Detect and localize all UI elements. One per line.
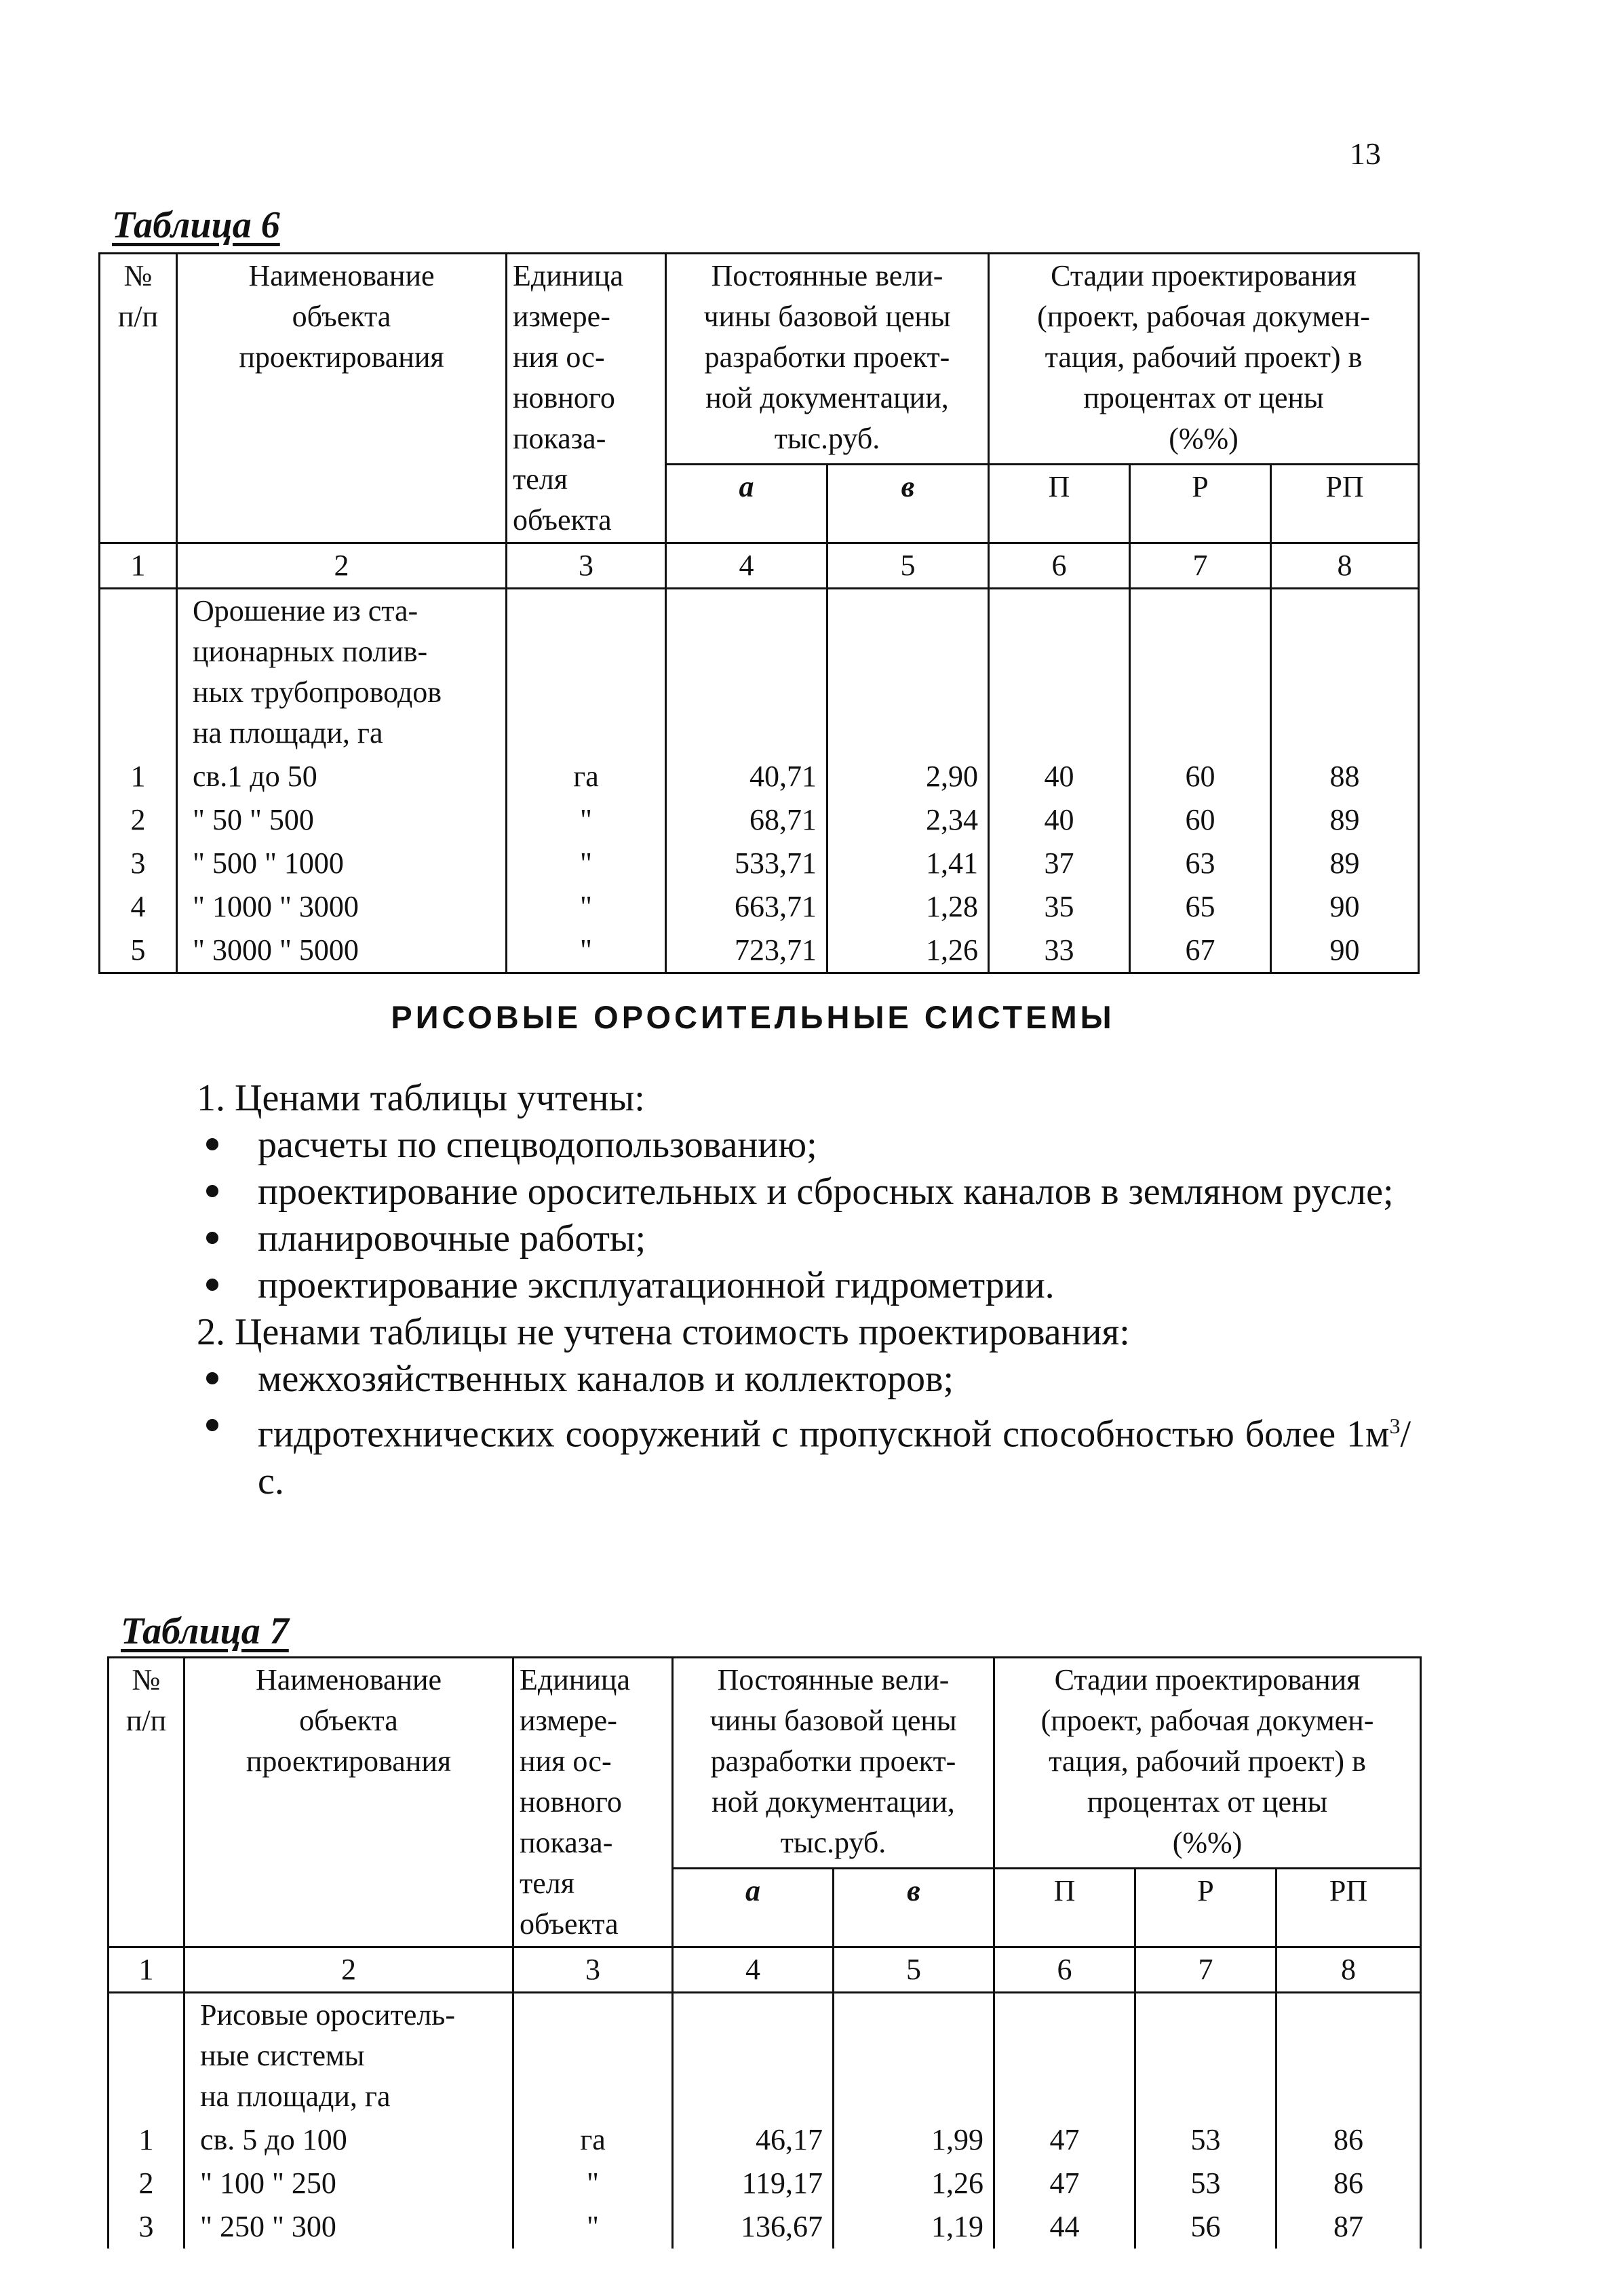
table6-header-name: Наименование объекта проектирования: [177, 254, 507, 543]
row-b: 1,28: [827, 885, 989, 929]
row-p: 37: [989, 842, 1130, 885]
row-name: " 250 " 300: [184, 2205, 513, 2249]
page-number: 13: [1350, 136, 1381, 171]
table6-header-r: Р: [1130, 465, 1271, 543]
row-unit: га: [507, 755, 666, 798]
table6-group-title-row: [100, 589, 1419, 756]
table7-numbering-row: [109, 1947, 1421, 1993]
row-b: 1,99: [834, 2118, 994, 2162]
table7-header-stages: Стадии проектирования (проект, рабочая докумен- тация, рабочий проект) в процентах от цены (%%): [994, 1658, 1421, 1869]
bullet-item: проектирование эксплуатационной гидрометрии.: [197, 1262, 1411, 1309]
bullet-item: проектирование оросительных и сбросных каналов в земляном русле;: [197, 1169, 1411, 1215]
row-a: 723,71: [666, 929, 827, 973]
row-a: 68,71: [666, 798, 827, 842]
table7-header-r: Р: [1135, 1869, 1277, 1947]
row-name: " 50 " 500: [177, 798, 507, 842]
row-r: 53: [1135, 2118, 1277, 2162]
table7-col-num: 1: [109, 1947, 184, 1993]
row-number: 1: [100, 755, 177, 798]
row-number: 1: [109, 2118, 184, 2162]
table6-header-base-price: Постоянные вели- чины базовой цены разработки проект- ной документации, тыс.руб.: [666, 254, 989, 465]
row-unit: ": [507, 929, 666, 973]
table6-group-title: Орошение из ста- ционарных полив- ных трубопроводов на площади, га: [177, 589, 507, 756]
table6-header-unit: Единица измере- ния ос- новного показа- теля объекта: [507, 254, 666, 543]
table6-col-num: 4: [666, 543, 827, 589]
table6-header-p: П: [989, 465, 1130, 543]
row-p: 40: [989, 798, 1130, 842]
row-b: 1,19: [834, 2205, 994, 2249]
table6-col-num: 5: [827, 543, 989, 589]
row-r: 67: [1130, 929, 1271, 973]
table7-header-name: Наименование объекта проектирования: [184, 1658, 513, 1947]
row-number: 2: [100, 798, 177, 842]
table-row: [109, 2118, 1421, 2162]
table6-header-number: № п/п: [100, 254, 177, 543]
note-item-1: 1. Ценами таблицы учтены:: [197, 1077, 645, 1119]
table-row: [109, 2205, 1421, 2249]
row-a: 533,71: [666, 842, 827, 885]
row-name: " 100 " 250: [184, 2162, 513, 2205]
bullet-item: планировочные работы;: [197, 1215, 1411, 1262]
row-rp: 86: [1277, 2118, 1421, 2162]
row-r: 63: [1130, 842, 1271, 885]
row-rp: 86: [1277, 2162, 1421, 2205]
row-p: 40: [989, 755, 1130, 798]
row-b: 2,90: [827, 755, 989, 798]
row-a: 119,17: [673, 2162, 834, 2205]
row-b: 1,26: [834, 2162, 994, 2205]
table6: [98, 252, 1420, 974]
table7-group-title: Рисовые ороситель- ные системы на площади, га: [184, 1993, 513, 2119]
row-p: 47: [994, 2162, 1135, 2205]
table7-col-num: 6: [994, 1947, 1135, 1993]
table-row: [100, 798, 1419, 842]
table-row: [100, 755, 1419, 798]
table7-col-num: 5: [834, 1947, 994, 1993]
table7-col-num: 2: [184, 1947, 513, 1993]
table-row: [100, 842, 1419, 885]
row-p: 47: [994, 2118, 1135, 2162]
bullet-icon: [206, 1372, 218, 1384]
row-number: 3: [109, 2205, 184, 2249]
section-title: РИСОВЫЕ ОРОСИТЕЛЬНЫЕ СИСТЕМЫ: [391, 999, 1115, 1035]
table6-col-num: 6: [989, 543, 1130, 589]
table6-col-num: 3: [507, 543, 666, 589]
row-a: 663,71: [666, 885, 827, 929]
row-unit: ": [507, 842, 666, 885]
row-unit: ": [513, 2205, 673, 2249]
table7-header-a: а: [673, 1869, 834, 1947]
table6-col-num: 7: [1130, 543, 1271, 589]
row-r: 60: [1130, 798, 1271, 842]
row-b: 2,34: [827, 798, 989, 842]
table6-caption: Таблица 6: [112, 204, 280, 246]
row-rp: 88: [1271, 755, 1419, 798]
row-a: 46,17: [673, 2118, 834, 2162]
row-r: 53: [1135, 2162, 1277, 2205]
row-r: 65: [1130, 885, 1271, 929]
table7-col-num: 3: [513, 1947, 673, 1993]
row-name: св.1 до 50: [177, 755, 507, 798]
table7-header-base-price: Постоянные вели- чины базовой цены разработки проект- ной документации, тыс.руб.: [673, 1658, 994, 1869]
bullet-item: гидротехнических сооружений с пропускной способностью более $1м^3/с$.: [197, 1403, 1411, 1505]
row-number: 2: [109, 2162, 184, 2205]
table7-header-b: в: [834, 1869, 994, 1947]
notes-block: [197, 1075, 1411, 1505]
row-unit: ": [507, 798, 666, 842]
table6-header-rp: РП: [1271, 465, 1419, 543]
row-r: 56: [1135, 2205, 1277, 2249]
row-unit: ": [513, 2162, 673, 2205]
table-row: [109, 2162, 1421, 2205]
row-a: 136,67: [673, 2205, 834, 2249]
note-item-2: 2. Ценами таблицы не учтена стоимость проектирования:: [197, 1311, 1130, 1353]
bullet-icon: [206, 1279, 218, 1291]
bullet-icon: [206, 1138, 218, 1150]
row-unit: га: [513, 2118, 673, 2162]
table6-header-b: в: [827, 465, 989, 543]
row-b: 1,26: [827, 929, 989, 973]
row-number: 4: [100, 885, 177, 929]
row-r: 60: [1130, 755, 1271, 798]
table7: [107, 1656, 1422, 2249]
row-rp: 90: [1271, 929, 1419, 973]
row-name: " 1000 " 3000: [177, 885, 507, 929]
row-b: 1,41: [827, 842, 989, 885]
row-name: " 3000 " 5000: [177, 929, 507, 973]
row-rp: 87: [1277, 2205, 1421, 2249]
bullet-item: межхозяйственных каналов и коллекторов;: [197, 1356, 1411, 1403]
table6-header-stages: Стадии проектирования (проект, рабочая докумен- тация, рабочий проект) в процентах от цены (%%): [989, 254, 1419, 465]
table7-group-title-row: [109, 1993, 1421, 2119]
table7-header-rp: РП: [1277, 1869, 1421, 1947]
row-rp: 90: [1271, 885, 1419, 929]
row-name: " 500 " 1000: [177, 842, 507, 885]
table6-col-num: 1: [100, 543, 177, 589]
row-rp: 89: [1271, 842, 1419, 885]
table-row: [100, 885, 1419, 929]
row-a: 40,71: [666, 755, 827, 798]
table7-caption: Таблица 7: [121, 1610, 289, 1652]
row-unit: ": [507, 885, 666, 929]
table7-col-num: 8: [1277, 1947, 1421, 1993]
row-name: св. 5 до 100: [184, 2118, 513, 2162]
table7-header-unit: Единица измере- ния ос- новного показа- теля объекта: [513, 1658, 673, 1947]
bullet-item: расчеты по спецводопользованию;: [197, 1122, 1411, 1169]
bullet-icon: [206, 1419, 218, 1431]
row-rp: 89: [1271, 798, 1419, 842]
table-row: [100, 929, 1419, 973]
table6-header-a: а: [666, 465, 827, 543]
row-number: 5: [100, 929, 177, 973]
table6-col-num: 8: [1271, 543, 1419, 589]
bullet-icon: [206, 1232, 218, 1244]
table6-numbering-row: [100, 543, 1419, 589]
row-number: 3: [100, 842, 177, 885]
table7-col-num: 4: [673, 1947, 834, 1993]
bullet-icon: [206, 1185, 218, 1197]
row-p: 35: [989, 885, 1130, 929]
table7-col-num: 7: [1135, 1947, 1277, 1993]
row-p: 33: [989, 929, 1130, 973]
table7-header-number: № п/п: [109, 1658, 184, 1947]
table7-header-p: П: [994, 1869, 1135, 1947]
table6-col-num: 2: [177, 543, 507, 589]
row-p: 44: [994, 2205, 1135, 2249]
